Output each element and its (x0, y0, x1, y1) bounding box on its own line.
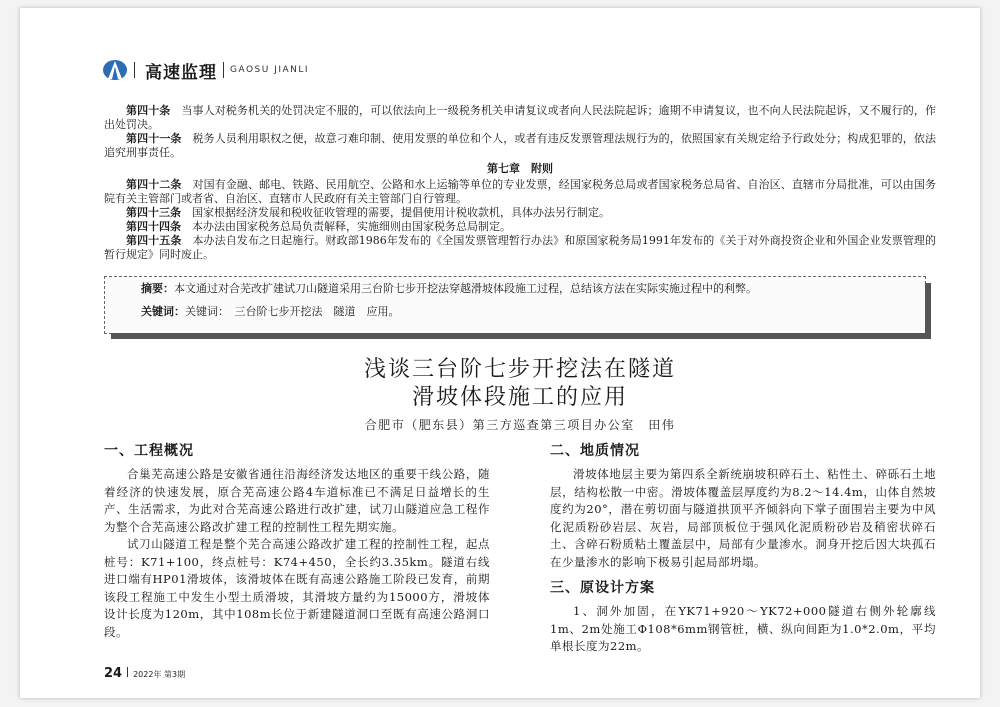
journal-header (102, 58, 309, 82)
section-heading-geology: 二、地质情况 (550, 443, 640, 459)
abstract-box (104, 276, 926, 334)
section-heading-overview: 一、工程概况 (104, 443, 194, 459)
journal-page (20, 8, 980, 698)
journal-title: 高速监理 (145, 62, 217, 83)
left-column (104, 440, 490, 641)
keywords: 关键词：关键词： 三台阶七步开挖法 隧道 应用。 (141, 305, 400, 318)
author-line: 合肥市（肥东县）第三方巡查第三项目办公室 田伟 (364, 418, 676, 432)
article-45: 第四十五条 本办法自发布之日起施行。财政部1986年发布的《全国发票管理暂行办法》和原国家税务局1991年发布的《关于对外商投资企业和外国企业发票管理的暂行规定》同时废止。 (104, 234, 937, 261)
body-paragraph: 试刀山隧道工程是整个芜合高速公路改扩建工程的控制性工程，起点桩号：K71+100，终点桩号：K74+450，全长约3.35km。隧道右线进口端有HP01滑坡体，该滑坡体在既有高速公路施工阶段已发育，前期该段工程施工中发生小型土质滑坡，其滑坡方量约为15000方，滑坡体设计长度为120m，其中108m长位于新建隧道洞口至既有高速公路洞口段。 (104, 537, 490, 639)
article-title: 浅谈三台阶七步开挖法在隧道 滑坡体段施工的应用 (363, 357, 676, 410)
body-paragraph: 合巢芜高速公路是安徽省通往沿海经济发达地区的重要干线公路，随着经济的快速发展，原合芜高速公路4车道标准已不满足日益增长的生产、生活需求，为此对合芜高速公路进行改扩建，试刀山隧道应急工程作为整个合芜高速公路改扩建工程的控制性工程先期实施。 (104, 467, 490, 534)
article-43: 第四十三条 国家根据经济发展和税收征收管理的需要，提倡使用计税收款机，具体办法另行制定。 (126, 206, 610, 219)
article-44: 第四十四条 本办法由国家税务总局负责解释，实施细则由国家税务总局制定。 (126, 220, 511, 233)
article-41: 第四十一条 税务人员利用职权之便，故意刁难印制、使用发票的单位和个人，或者有违反发票管理法规行为的，依照国家有关规定给予行政处分；构成犯罪的，依法追究刑事责任。 (104, 132, 937, 159)
section-heading-design: 三、原设计方案 (550, 580, 655, 596)
body-paragraph: 滑坡体地层主要为第四系全新统崩坡积碎石土、粘性土、碎砾石土地层，结构松散一中密。滑坡体覆盖层厚度约为8.2～14.4m，山体自然坡度约为20°，潜在剪切面与隧道拱顶平齐倾斜向下掌子面围岩主要为中风化泥质粉砂岩层、灰岩，局部顶板位于强风化泥质粉砂岩及稍密状碎石土、含碎石粉质粘土覆盖层中，局部有少量渗水。洞身开挖后因大块孤石在少量渗水的影响下极易引起局部坍塌。 (550, 467, 936, 569)
footer-divider (127, 667, 128, 677)
body-paragraph: 1、洞外加固，在YK71+920～YK72+000隧道右侧外轮廓线1m、2m处施工Φ108*6mm钢管桩，横、纵向间距为1.0*2.0m，平均单根长度为22m。 (550, 604, 936, 653)
journal-pinyin: GAOSU JIANLI (230, 65, 310, 75)
page-number: 24 (104, 666, 123, 681)
page-footer (104, 666, 185, 681)
header-divider (134, 62, 135, 78)
issue-label: 2022年 第3期 (133, 670, 186, 679)
highway-logo-icon (102, 59, 128, 81)
previous-article-tail (104, 104, 936, 262)
article-42: 第四十二条 对国有金融、邮电、铁路、民用航空、公路和水上运输等单位的专业发票，经国家税务总局或者国家税务总局省、自治区、直辖市分局批准，可以由国务院有关主管部门或者省、自治区、直辖市人民政府有关主管部门自行管理。 (104, 178, 937, 205)
article-40: 第四十条 当事人对税务机关的处罚决定不服的，可以依法向上一级税务机关申请复议或者向人民法院起诉；逾期不申请复议，也不向人民法院起诉，又不履行的，作出处罚决。 (104, 104, 937, 131)
header-divider (223, 62, 224, 78)
abstract-text: 摘要：本文通过对合芜改扩建试刀山隧道采用三台阶七步开挖法穿越滑坡体段施工过程，总结该方法在实际实施过程中的利弊。 (141, 282, 757, 295)
right-column (550, 440, 936, 656)
chapter-heading: 第七章 附则 (487, 162, 553, 175)
